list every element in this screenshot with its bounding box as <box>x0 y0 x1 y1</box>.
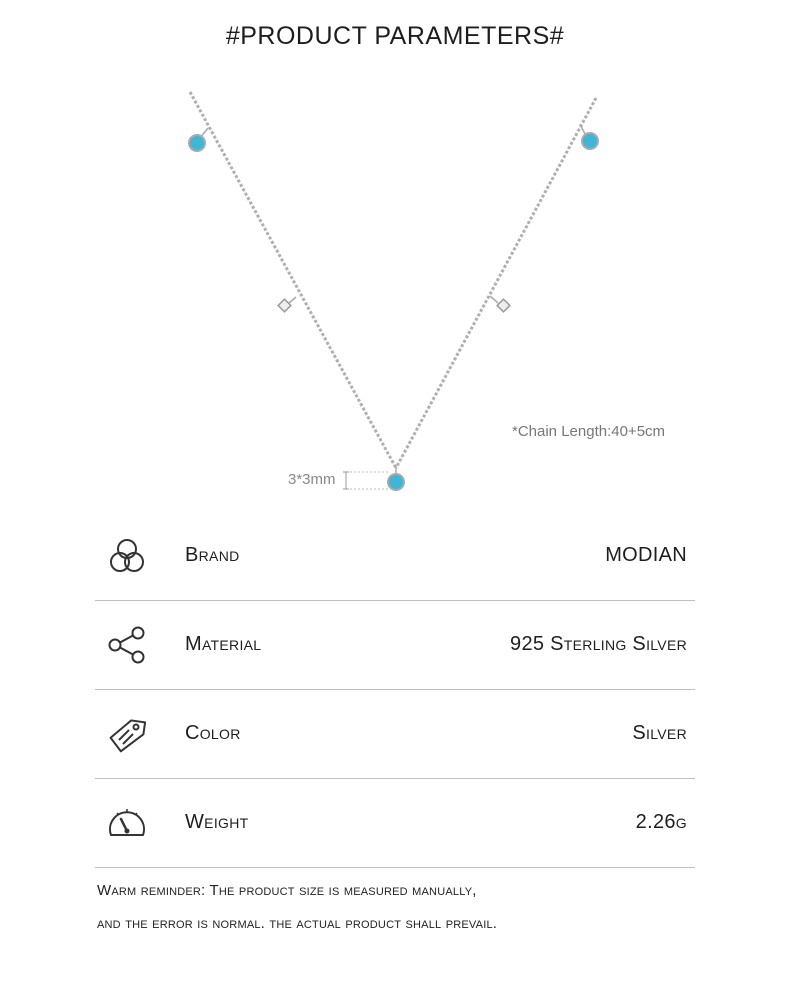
page-title: #PRODUCT PARAMETERS# <box>225 22 565 50</box>
gauge-icon <box>105 803 149 843</box>
reminder-line-1: Warm reminder: The product size is measured manually, <box>97 882 477 899</box>
turquoise-stone <box>580 124 598 149</box>
size-bracket <box>343 472 390 489</box>
param-value: Silver <box>632 722 687 744</box>
param-label: Weight <box>185 811 249 833</box>
param-label: Brand <box>185 544 240 566</box>
param-row-material <box>95 601 695 690</box>
turquoise-stone <box>189 128 208 151</box>
stone-size-note: 3*3mm <box>288 471 336 488</box>
param-value: MODIAN <box>605 544 687 566</box>
tag-icon <box>105 714 149 754</box>
crystal-charm <box>278 297 296 312</box>
turquoise-stone <box>388 466 404 490</box>
param-row-weight <box>95 779 695 868</box>
reminder-line-2: and the error is normal. the actual product shall prevail. <box>97 915 498 932</box>
param-value: 2.26g <box>635 811 687 833</box>
param-value: 925 Sterling Silver <box>510 633 687 655</box>
param-row-color <box>95 690 695 779</box>
crystal-charm <box>490 296 510 312</box>
param-label: Material <box>185 633 262 655</box>
share-icon <box>105 625 149 665</box>
three-circles-icon <box>105 536 149 576</box>
param-row-brand <box>95 512 695 601</box>
param-label: Color <box>185 722 241 744</box>
product-parameters-table <box>95 512 695 868</box>
chain-length-note: *Chain Length:40+5cm <box>512 423 666 440</box>
